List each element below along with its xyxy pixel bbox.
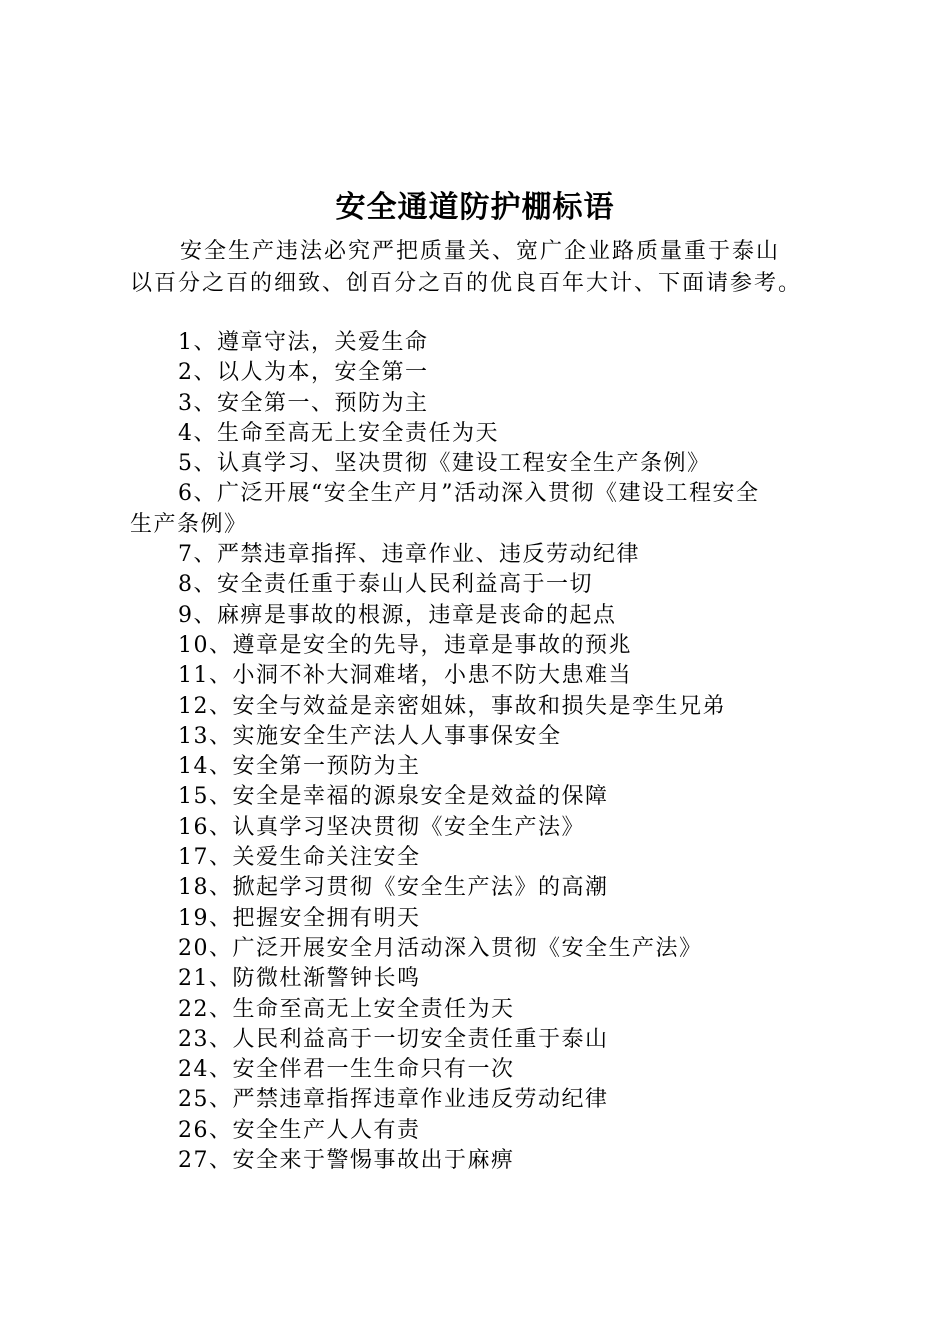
slogan-item-4: 4、生命至高无上安全责任为天	[178, 420, 499, 446]
slogan-item-12: 12、安全与效益是亲密姐妹，事故和损失是孪生兄弟	[178, 693, 726, 719]
slogan-item-20: 20、广泛开展安全月活动深入贯彻《安全生产法》	[178, 935, 703, 961]
slogan-item-27: 27、安全来于警惕事故出于麻痹	[178, 1148, 515, 1174]
slogan-item-19: 19、把握安全拥有明天	[178, 905, 421, 931]
slogan-item-17: 17、关爱生命关注安全	[178, 845, 421, 871]
slogan-item-13: 13、实施安全生产法人人事事保安全	[178, 723, 562, 749]
slogan-item-3: 3、安全第一、预防为主	[178, 390, 429, 416]
slogan-item-21: 21、防微杜渐警钟长鸣	[178, 966, 421, 992]
slogan-item-9: 9、麻痹是事故的根源，违章是丧命的起点	[178, 602, 617, 628]
slogan-item-5: 5、认真学习、坚决贯彻《建设工程安全生产条例》	[178, 451, 711, 477]
slogan-list	[130, 328, 840, 1176]
slogan-item-15: 15、安全是幸福的源泉安全是效益的保障	[178, 784, 609, 810]
slogan-item-7: 7、严禁违章指挥、违章作业、违反劳动纪律	[178, 542, 640, 568]
slogan-item-18: 18、掀起学习贯彻《安全生产法》的高潮	[178, 875, 609, 901]
slogan-item-6-continuation: 生产条例》	[130, 511, 248, 537]
slogan-item-6	[130, 479, 840, 540]
slogan-item-23: 23、人民利益高于一切安全责任重于泰山	[178, 1026, 609, 1052]
slogan-item-11: 11、小洞不补大洞难堵，小患不防大患难当	[178, 663, 632, 689]
slogan-item-2: 2、以人为本，安全第一	[178, 360, 429, 386]
intro-paragraph	[130, 236, 840, 300]
slogan-item-25: 25、严禁违章指挥违章作业违反劳动纪律	[178, 1087, 609, 1113]
document-title: 安全通道防护棚标语	[335, 190, 615, 225]
slogan-item-22: 22、生命至高无上安全责任为天	[178, 996, 515, 1022]
slogan-item-10: 10、遵章是安全的先导，违章是事故的预兆	[178, 632, 632, 658]
intro-line-1: 安全生产违法必究严把质量关、宽广企业路质量重于泰山	[180, 239, 781, 264]
slogan-item-14: 14、安全第一预防为主	[178, 754, 421, 780]
slogan-item-26: 26、安全生产人人有责	[178, 1117, 421, 1143]
slogan-item-16: 16、认真学习坚决贯彻《安全生产法》	[178, 814, 585, 840]
slogan-item-8: 8、安全责任重于泰山人民利益高于一切	[178, 572, 593, 598]
slogan-item-24: 24、安全伴君一生生命只有一次	[178, 1057, 515, 1083]
slogan-item-6-text: 6、广泛开展“安全生产月”活动深入贯彻《建设工程安全	[178, 481, 760, 507]
slogan-item-1: 1、遵章守法，关爱生命	[178, 330, 429, 355]
intro-line-2: 以百分之百的细致、创百分之百的优良百年大计、下面请参考。	[130, 271, 803, 296]
